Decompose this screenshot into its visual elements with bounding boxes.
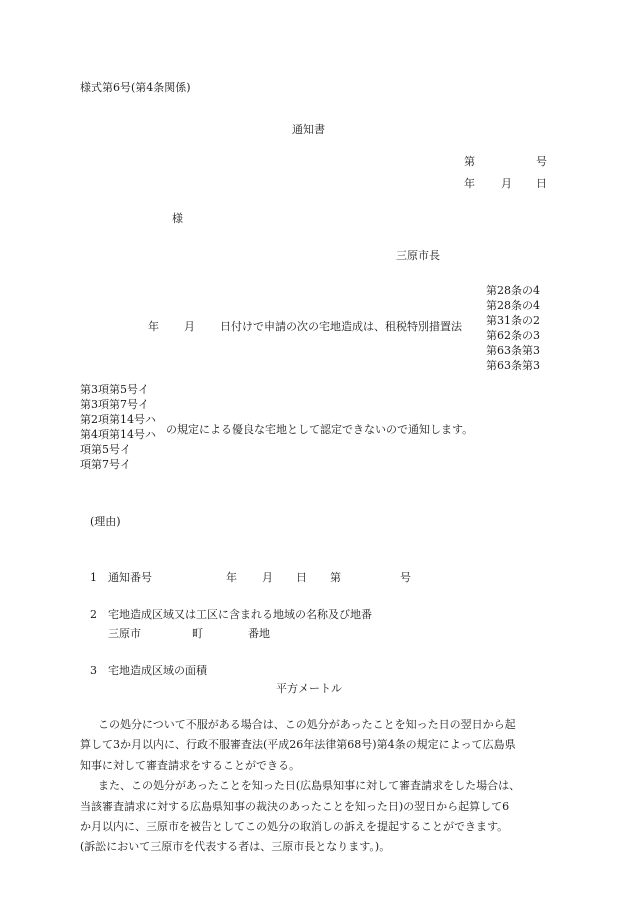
- item2-town: 町: [192, 627, 203, 640]
- article-item: 第63条第3: [486, 344, 540, 357]
- sender-name: 三原市長: [396, 249, 440, 262]
- item1-label: 通知番号: [108, 571, 152, 584]
- statement-text-2: の規定による優良な宅地として認定できないので通知します。: [166, 423, 474, 436]
- item3-label: 宅地造成区域の面積: [108, 664, 207, 677]
- item1-go: 号: [400, 571, 411, 584]
- reason-label: (理由): [90, 515, 121, 528]
- clause-item: 第3項第7号イ: [80, 398, 149, 411]
- item3-number: 3: [90, 664, 97, 677]
- statement-month: 月: [184, 320, 195, 333]
- notice-line: この処分について不服がある場合は、この処分があったことを知った日の翌日から起: [98, 718, 516, 731]
- item2-number: 2: [90, 608, 97, 621]
- article-item: 第31条の2: [486, 314, 540, 327]
- notice-line: 算して3か月以内に、行政不服審査法(平成26年法律第68号)第4条の規定によって広島県: [80, 738, 516, 752]
- item1-year: 年: [226, 571, 237, 584]
- doc-number-go: 号: [536, 155, 547, 168]
- clause-item: 第2項第14号ハ: [80, 413, 156, 426]
- notice-line: 知事に対して審査請求をすることができる。: [80, 758, 300, 772]
- item1-month: 月: [262, 571, 273, 584]
- clause-list: [80, 382, 156, 472]
- item2-lot: 番地: [248, 627, 270, 640]
- statement-text-1: 日付けで申請の次の宅地造成は、租税特別措置法: [220, 320, 462, 333]
- item3-unit: 平方メートル: [276, 682, 342, 695]
- doc-number-dai: 第: [464, 155, 475, 168]
- item1-dai: 第: [330, 571, 341, 584]
- form-number: 様式第6号(第4条関係): [80, 81, 191, 94]
- clause-item: 第3項第5号イ: [80, 383, 149, 396]
- statement-year: 年: [148, 320, 159, 333]
- item1-day: 日: [296, 571, 307, 584]
- item1-number: 1: [90, 571, 97, 584]
- article-item: 第28条の4: [486, 284, 540, 297]
- item2-label: 宅地造成区域又は工区に含まれる地域の名称及び地番: [108, 608, 372, 621]
- item2-city: 三原市: [108, 627, 141, 640]
- date-year: 年: [464, 177, 475, 190]
- document-title: 通知書: [292, 123, 325, 136]
- notice-line: 当該審査請求に対する広島県知事の裁決のあったことを知った日)の翌日から起算して6: [80, 799, 510, 813]
- notice-line: か月以内に、三原市を被告としてこの処分の取消しの訴えを提起することができます。: [80, 820, 509, 834]
- clause-item: 第4項第14号ハ: [80, 428, 156, 441]
- date-day: 日: [536, 177, 547, 190]
- notice-line: また、この処分があったことを知った日(広島県知事に対して審査請求をした場合は、: [98, 779, 521, 793]
- clause-item: 項第7号イ: [80, 458, 131, 471]
- clause-item: 項第5号イ: [80, 443, 131, 456]
- article-item: 第28条の4: [486, 299, 540, 312]
- date-month: 月: [501, 177, 512, 190]
- appeal-notice: [80, 715, 552, 858]
- article-item: 第63条第3: [486, 359, 540, 372]
- article-list: [486, 283, 540, 373]
- notice-line: (訴訟において三原市を代表する者は、三原市長となります。)。: [80, 840, 391, 854]
- article-item: 第62条の3: [486, 329, 540, 342]
- addressee-honorific: 様: [172, 212, 183, 225]
